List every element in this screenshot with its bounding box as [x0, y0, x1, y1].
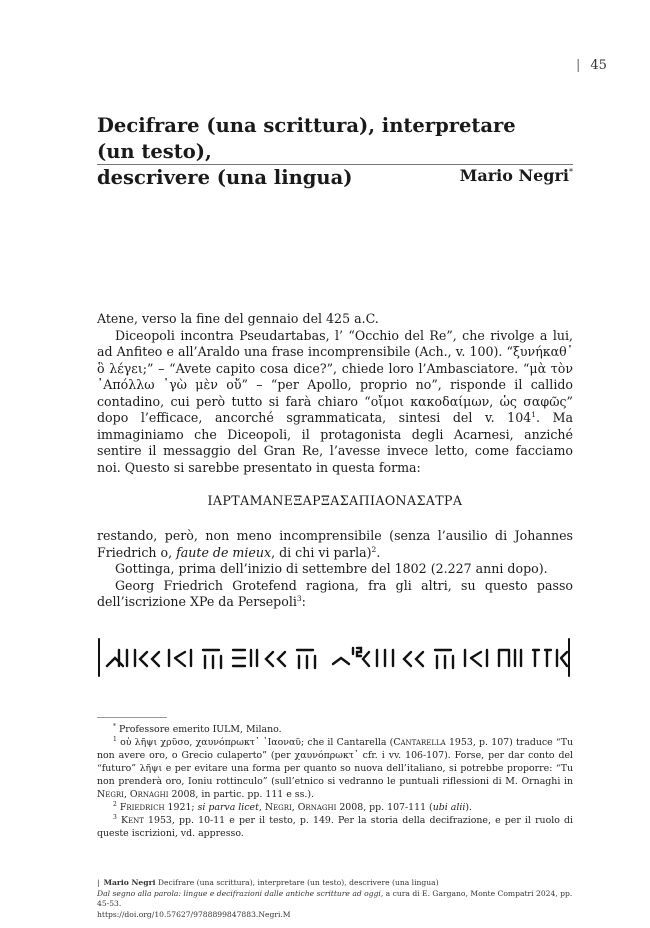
title-rule — [97, 164, 573, 165]
paragraph-3-text-a: restando, però, non meno incomprensibile (senza l’ausilio di Johannes Friedrich o, — [97, 528, 573, 560]
paragraph-2-text-a: Diceopoli incontra Pseudartabas, l’ “Occhio del Re”, che rivolge a lui, ad Anfiteo e all’Araldo una frase incomprensibile (Ach., v. 100). “ξυνήκαθ᾽ ὃ λέγει;” – “Avete capito cosa dice?”, chiede loro l’Ambasciatore. “μὰ τὸν ᾽Απόλλω ᾽γὼ μὲν οὔ” – “per Apollo, proprio no”, risponde il callido contadino, cui però tutto si farà chiaro “οἴμοι κακοδαίμων, ὡς σαφῶς” dopo l’efficace, ancorché sgrammaticata, sintesi del v. 104 — [97, 327, 573, 425]
footnote-star-marker: * — [113, 722, 116, 730]
paragraph-3-italic: faute de mieux — [176, 544, 272, 560]
footnote-2-text-b: , — [258, 802, 265, 813]
author-name — [460, 166, 573, 185]
footnote-2-text-d: 2008, pp. 107-111 ( — [336, 802, 433, 813]
header-divider: | — [576, 58, 581, 73]
chapter-title-line-2: descrivere (una lingua) — [97, 166, 353, 189]
footnote-2 — [97, 801, 573, 814]
citation-credit — [97, 878, 573, 920]
paragraph-5 — [97, 578, 573, 611]
footnote-2-text-a: 1921; — [164, 802, 198, 813]
credit-divider: | — [97, 878, 100, 887]
footnote-1 — [97, 736, 573, 801]
chapter-title-line-1: Decifrare (una scrittura), interpretare (un testo), — [97, 114, 516, 163]
paragraph-5-end: : — [301, 594, 306, 609]
paragraph-2 — [97, 328, 573, 477]
footnote-1-text-b: 1953, p. 107) traduce “Tu non avere oro, o Grecio culaperto” (per χαυνόπρωκτ᾽ cfr. i vv. 106-107). Forse, per dar conto del “futuro” λῆψι e per evitare una forma per quanto so nuova dell’italiano, si potrebbe proporre: “Tu non prenderà oro, Ioniu rottinculo” (sull’etnico si vedranno le puntuali riflessioni di M. Ornaghi in — [97, 737, 573, 787]
footnote-2-text-c: , — [291, 802, 298, 813]
footnote-ref-1[interactable]: 1 — [531, 409, 536, 419]
footnote-1-marker: 1 — [113, 735, 117, 743]
footnote-star — [97, 723, 573, 736]
paragraph-1: Atene, verso la fine del gennaio del 425 a.C. — [97, 311, 379, 326]
body-section-1 — [97, 311, 573, 476]
cuneiform-inscription-image — [95, 636, 573, 678]
paragraph-4: Gottinga, prima dell’inizio di settembre del 1802 (2.227 anni dopo). — [115, 561, 548, 576]
footnote-3-text-a: 1953, pp. 10-11 e per il testo, p. 149. Per la storia della decifrazione, e per il ruolo di queste iscrizioni, vd. appresso. — [97, 815, 574, 839]
footnote-ref-2[interactable]: 2 — [371, 544, 377, 554]
footnote-3-author-1: Kent — [120, 815, 144, 826]
paragraph-5-text: Georg Friedrich Grotefend ragiona, fra gli altri, su questo passo dell’iscrizione XPe da Persepoli — [97, 577, 573, 609]
paragraph-3-text-c: . — [376, 544, 381, 560]
page-number — [576, 58, 607, 73]
footnote-3-marker: 3 — [113, 813, 117, 821]
footnote-1-author-3: Ornaghi — [129, 789, 169, 800]
page-number-value: 45 — [590, 58, 607, 73]
paragraph-2-text-b: . Ma immaginiamo che Diceopoli, il protagonista degli Acarnesi, anziché sentire il messaggio del Gran Re, l’avesse invece letto, come facciamo noi. Questo si sarebbe presentato in questa forma: — [97, 410, 573, 475]
footnote-2-italic: si parva licet — [197, 802, 259, 813]
footnote-2-text-e: ). — [465, 802, 472, 813]
footnote-star-text: Professore emerito IULM, Milano. — [118, 724, 282, 735]
footnote-1-text-c: , — [123, 789, 130, 800]
footnote-2-author-1: Friedrich — [119, 802, 165, 813]
footnote-1-text-d: 2008, in partic. pp. 111 e ss.). — [168, 789, 314, 800]
greek-transliteration: ΙΑΡΤΑΜΑΝΕΞΑΡΞΑΣΑΠΙΑΟΝΑΣΑΤΡΑ — [207, 493, 463, 508]
footnote-1-author-1: Cantarella — [393, 737, 446, 748]
footnote-1-author-2: Negri — [97, 789, 124, 800]
body-section-2 — [97, 528, 573, 611]
footnote-3 — [97, 814, 573, 840]
footnote-ref-3[interactable]: 3 — [296, 593, 302, 603]
paragraph-3-text-b: , di chi vi parla) — [271, 544, 372, 560]
credit-publisher: , a cura di E. Gargano, Monte Compatri 2024, pp. 45-53. — [97, 888, 573, 908]
footnote-1-text-a: οὐ λῆψι χρῦσο, χαυνόπρωκτ᾽ ᾽Ιαοναῦ; che il Cantarella ( — [120, 737, 394, 748]
footnotes — [97, 723, 573, 840]
author-footnote-marker: * — [569, 167, 573, 177]
footnote-2-author-3: Ornaghi — [297, 802, 337, 813]
footnote-2-italic-2: ubi alii — [432, 802, 466, 813]
footnote-2-marker: 2 — [113, 800, 117, 808]
credit-doi-link[interactable]: https://doi.org/10.57627/9788899847883.Negri.M — [97, 909, 291, 919]
author-name-text: Mario Negri — [459, 166, 569, 185]
credit-author: Mario Negri — [103, 878, 156, 887]
credit-title: Decifrare (una scrittura), interpretare (un testo), descrivere (una lingua) — [157, 878, 439, 887]
paragraph-3 — [97, 528, 573, 561]
footnote-2-author-2: Negri — [264, 802, 292, 813]
credit-book-title: Dal segno alla parola: lingue e decifrazioni dalle antiche scritture ad oggi — [97, 888, 381, 898]
footnotes-rule — [97, 717, 167, 718]
